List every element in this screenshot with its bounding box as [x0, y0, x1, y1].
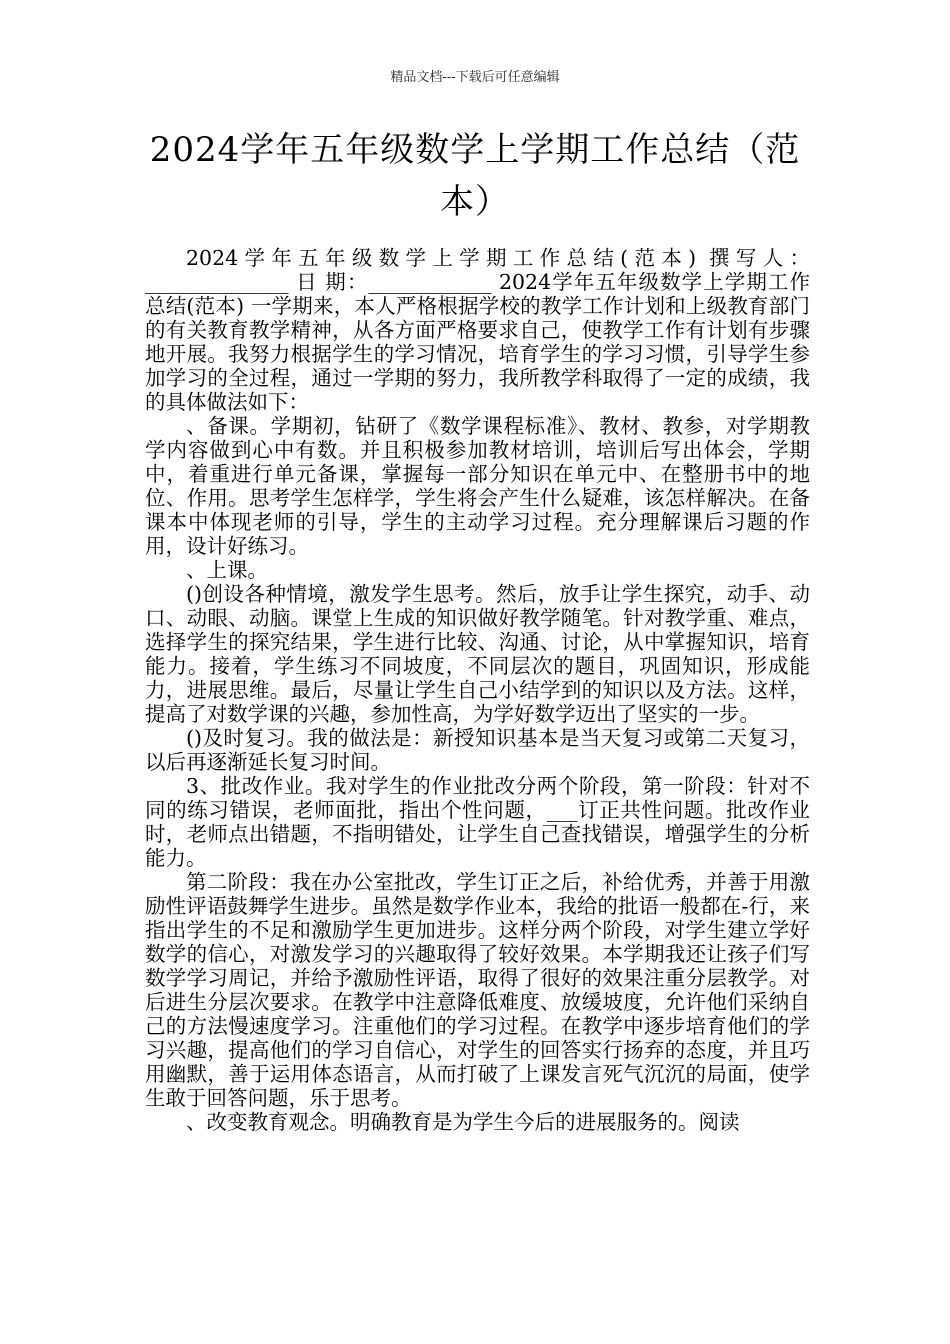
paragraph-second-stage: 第二阶段：我在办公室批改，学生订正之后，补给优秀，并善于用激励性评语鼓舞学生进步。虽然是数学作业本，我给的批语一般都在-行，来指出学生的不足和激励学生更加进步。这样分两个阶段，对学生建立学好数学的信心，对激发学习的兴趣取得了较好效果。本学期我还让孩子们写数学学习周记，并给予激励性评语，取得了很好的效果注重分层教学。对后进生分层次要求。在教学中注意降低难度、放缓坡度，允许他们采纳自己的方法慢速度学习。注重他们的学习过程。在教学中逐步培育他们的学习兴趣，提高他们的学习自信心，对学生的回答实行扬弃的态度，并且巧用幽默，善于运用体态语言，从而打破了上课发言死气沉沉的局面，使学生敢于回答问题，乐于思考。 [145, 870, 810, 1110]
paragraph-teaching-heading: 、上课。 [186, 558, 268, 582]
page-header-note: 精品文档---下载后可任意编辑 [390, 70, 560, 85]
paragraph-grading-homework: 3、批改作业。我对学生的作业批改分两个阶段，第一阶段：针对不同的练习错误，老师面批，指出个性问题，___订正共性问题。批改作业时，老师点出错题，不指明错处，让学生自己查找错误，增强学生的分析能力。 [145, 774, 810, 870]
paragraph-timely-review: ()及时复习。我的做法是：新授知识基本是当天复习或第二天复习，以后再逐渐延长复习时间。 [145, 726, 810, 774]
document-title: 2024学年五年级数学上学期工作总结（范本） [149, 130, 801, 222]
paragraph-intro: 2024学年五年级数学上学期工作总结(范本) 撰写人：______________ 日 期：____________ 2024学年五年级数学上学期工作总结(范本) 一学期来，本人严格根据学校的教学工作计划和上级教育部门的有关教育教学精神，从各方面严格要求自己，使教学工作有计划有步骤地开展。我努力根据学生的学习情况，培育学生的学习习惯，引导学生参加学习的全过程，通过一学期的努力，我所教学科取得了一定的成绩，我的具体做法如下： [145, 246, 810, 414]
paragraph-lesson-prep: 、备课。学期初，钻研了《数学课程标准》、教材、教参，对学期教学内容做到心中有数。并且积极参加教材培训，培训后写出体会，学期中，着重进行单元备课，掌握每一部分知识在单元中、在整册书中的地位、作用。思考学生怎样学，学生将会产生什么疑难，该怎样解决。在备课本中体现老师的引导，学生的主动学习过程。充分理解课后习题的作用，设计好练习。 [145, 414, 810, 558]
document-body [145, 246, 810, 1134]
paragraph-create-situations: ()创设各种情境，激发学生思考。然后，放手让学生探究，动手、动口、动眼、动脑。课堂上生成的知识做好教学随笔。针对教学重、难点，选择学生的探究结果，学生进行比较、沟通、讨论，从中掌握知识，培育能力。接着，学生练习不同坡度，不同层次的题目，巩固知识，形成能力，进展思维。最后，尽量让学生自己小结学到的知识以及方法。这样，提高了对数学课的兴趣，参加性高，为学好数学迈出了坚实的一步。 [145, 582, 810, 726]
paragraph-change-concepts: 、改变教育观念。明确教育是为学生今后的进展服务的。阅读 [186, 1110, 740, 1134]
